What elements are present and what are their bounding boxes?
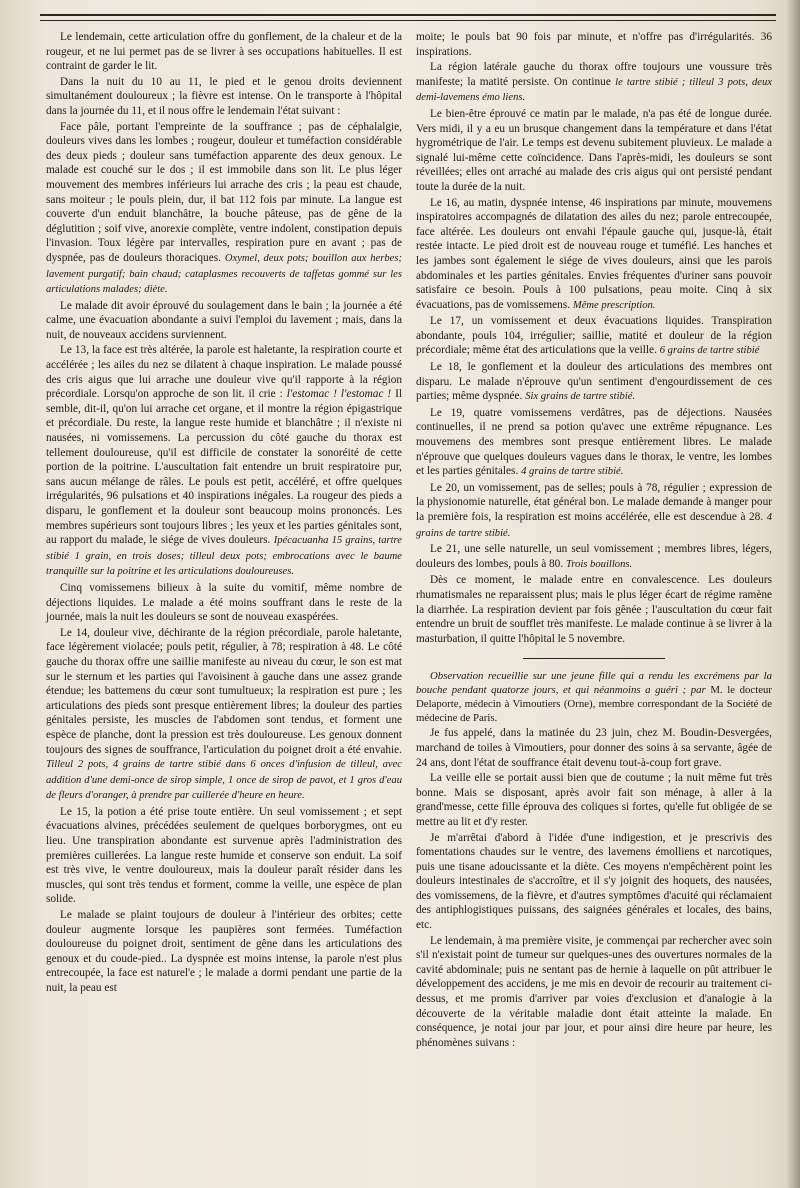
paragraph: [46, 343, 402, 580]
prescription: Ipécacuanha 15 grains, tartre stibié 1 grain, en trois doses; tilleul deux pots; embrocations avec le baume tranquille sur la poitrine et les articulations douloureuses.: [46, 535, 402, 578]
paragraph-text: Le 20, un vomissement, pas de selles; pouls à 78, régulier ; expression de la physionomie naturelle, état général bon. Le malade demande à manger pour la première fois, la respiration est moins accélérée, elle est descendue à 28.: [416, 481, 772, 523]
text-columns: [46, 30, 772, 1178]
paragraph-text: Face pâle, portant l'empreinte de la souffrance ; pas de céphalalgie, douleurs vives dans les lombes ; rougeur, douleur et tuméfaction considérable des deux pieds ; douleur sans tuméfaction apparente des deux genoux. Le malade est couché sur le dos ; il est immobile dans son lit. Le plus léger mouvement des membres inférieurs lui arrache des cris ; la peau est chaude, sans moiteur ; le pouls plein, dur, il bat 112 fois par minute. La langue est couverte d'un enduit blanchâtre, la bouche pâteuse, pas de gêne de la déglutition ; soif vive, anorexie complète, ventre indolent, constipation depuis l'invasion. Toux légère par intervalles, respiration pure en avant ; pas de dyspnée, pas de douleurs thoraciques.: [46, 120, 402, 264]
observation-title: [416, 669, 772, 725]
paragraph: [416, 542, 772, 572]
prescription: Même prescription.: [572, 299, 656, 311]
binding-shadow: [786, 0, 800, 1188]
paragraph: La veille elle se portait aussi bien que de coutume ; la nuit même fut très bonne. Mais se disposant, après avoir fait son ménage, à aller à la grand'messe, cette fille éprouva des coliques si fortes, qu'elle fut obligée de se mettre au lit et d'y rester.: [416, 772, 772, 828]
observation-heading: Observation recueillie sur une jeune fille qui a rendu les excrémens par la bouche pendant quatorze jours, et qui néanmoins a guéri ; par: [416, 670, 772, 697]
paragraph-text: Le 13, la face est très altérée, la parole est haletante, la respiration courte et accélérée ; les ailes du nez se dilatent à chaque inspiration. Le malade poussé des cris aigus que lui arrache une douleur vive qu'il rapporte à la région précordiale. Lorsqu'on approche de son lit. il crie :: [46, 344, 402, 401]
paragraph-text: La région latérale gauche du thorax offre toujours une voussure très manifeste; la matité persiste. On continue: [416, 61, 772, 88]
prescription: 4 grains de tartre stibié.: [416, 512, 772, 539]
paragraph: Le bien-être éprouvé ce matin par le malade, n'a pas été de longue durée. Vers midi, il y a eu un brusque changement dans la température et dans l'état hygrométrique de l'air. Le temps est devenu subitement pluvieux. Le malade a signalé lui-même cette coïncidence. Dans l'après-midi, les douleurs se sont réveillées; elles ont arraché au malade des cris aigus qui ont persisté pendant toute la durée de la nuit.: [416, 107, 772, 193]
paragraph-text: Le 19, quatre vomissemens verdâtres, pas de déjections. Nausées continuelles, il ne prend sa potion qu'avec une extrême répugnance. Les mouvemens des membres sont presque entièrement libres. Le malade n'éprouve que quelques douleurs vagues dans le thorax, le ventre, les lombes et les parties génitales.: [416, 406, 772, 478]
prescription: Oxymel, deux pots; bouillon aux herbes; lavement purgatif; bain chaud; cataplasmes recouverts de taffetas gommé sur les articulations malades; diète.: [46, 252, 402, 296]
prescription: Six grains de tartre stibié.: [525, 391, 636, 403]
paragraph: [416, 314, 772, 359]
paragraph: Le malade dit avoir éprouvé du soulagement dans le bain ; la journée a été calme, une évacuation abondante a suivi l'emploi du lavement ; mais, dans la nuit, de nouveaux accidens surviennent.: [46, 299, 402, 341]
paragraph: Je fus appelé, dans la matinée du 23 juin, chez M. Boudin-Desvergées, marchand de toiles à Vimoutiers, pour donner des soins à sa servante, âgée de 24 ans, dont l'état de souffrance était devenu tout-à-coup fort grave.: [416, 727, 772, 769]
prescription: Tilleul 2 pots, 4 grains de tartre stibié dans 6 onces d'infusion de tilleul, avec addition d'une demi-once de sirop simple, 1 once de sirop de pavot, et 1 gros d'eau de fleurs d'oranger, à prendre par cuillerée d'heure en heure.: [46, 759, 402, 802]
paragraph-text: Le 17, un vomissement et deux évacuations liquides. Transpiration abondante, pouls 104, irrégulier; saillie, matité et douleur de la région précordiale; même état des articulations que la veille.: [416, 315, 772, 357]
paragraph: Le malade se plaint toujours de douleur à l'intérieur des orbites; cette douleur augmente lorsque les paupières sont fermées. Tuméfaction douloureuse du poignet droit, sentiment de gêne dans les articulations des genoux et du coude-pied.. La dyspnée est moins intense, la parole n'est plus entrecoupée, la face est naturel'e ; le malade a dormi pendant une partie de la nuit, la peau est: [46, 909, 402, 994]
right-column: [416, 30, 772, 1178]
paragraph: [416, 196, 772, 314]
paragraph: [46, 626, 402, 804]
top-rule: [40, 14, 776, 21]
paragraph-text: Le 21, une selle naturelle, un seul vomissement ; membres libres, légers, douleurs des lombes, pouls à 80.: [416, 543, 772, 570]
paragraph-text: Le 18, le gonflement et la douleur des articulations des membres ont disparu. Le malade n'éprouve qu'un sentiment d'engourdissement de ces parties; même dyspnée.: [416, 361, 772, 403]
paragraph: Le lendemain, cette articulation offre du gonflement, de la chaleur et de la rougeur, et ne lui permet pas de se livrer à ses occupations habituelles. Il est contraint de garder le lit.: [46, 31, 402, 73]
paragraph: moite; le pouls bat 90 fois par minute, et n'offre pas d'irrégularités. 36 inspirations.: [416, 31, 772, 58]
prescription: 4 grains de tartre stibié.: [521, 466, 624, 478]
left-column: [46, 30, 402, 1178]
paragraph-text: Le 16, au matin, dyspnée intense, 46 inspirations par minute, mouvemens inspiratoires accompagnés de dilatation des ailes du nez; parole entrecoupée, face altérée. Les douleurs ont envahi l'épaule gauche qui, jusque-là, était restée intacte. Le pied droit est de nouveau rouge et tuméfié. Les hanches et les jambes sont également le siége de vives douleurs, ainsi que les parois abdominales et les parties génitales. Envies fréquentes d'uriner sans pouvoir satisfaire ce besoin. Pouls à 100 pulsations, peau moite. Cinq à six évacuations, pas de vomissemens.: [416, 196, 772, 311]
paragraph-text: Il semble, dit-il, qu'on lui arrache cet organe, et il montre la région épigastrique et précordiale. Du reste, la langue reste humide et blanchâtre ; il n'existe ni nausées, ni vomissemens. La percussion du côté gauche du thorax est tellement douloureuse, qu'il est difficile de constater la sonoréité de cette portion de la poitrine. L'auscultation fait entendre un bruit respiratoire pur, sans aucun mélange de râles. Le pouls est petit, accéléré, et offre quelques irrégularités, 96 pulsations et 40 inspirations inégales. La rougeur des pieds a disparu, le gonflement et la douleur sont beaucoup moins prononcés. Les membres supérieurs sont toujours libres ; les yeux et les parties génitales sont, au rapport du malade, le siége de vives douleurs.: [46, 388, 402, 547]
paragraph: [416, 60, 772, 106]
observation-author: M. le docteur Delaporte, médecin à Vimoutiers (Orne), membre correspondant de la Société de médecine de Paris.: [416, 684, 772, 725]
paragraph: [416, 360, 772, 405]
prescription: 6 grains de tartre stibié: [659, 345, 760, 357]
paragraph: Cinq vomissemens bilieux à la suite du vomitif, même nombre de déjections liquides. Le malade a été moins souffrant dans le reste de la journée, mais la nuit les douleurs se sont de nouveau exaspérées.: [46, 581, 402, 624]
paragraph: Dans la nuit du 10 au 11, le pied et le genou droits deviennent simultanément douloureux ; la fièvre est intense. On le transporte à l'hôpital dans la journée du 11, et il nous offre le lendemain l'état suivant :: [46, 75, 402, 117]
prescription: le tartre stibié ; tilleul 3 pots, deux demi-lavemens émo liens.: [416, 76, 772, 104]
paragraph: Je m'arrêtai d'abord à l'idée d'une indigestion, et je prescrivis des fomentations chaudes sur le ventre, des lavemens émolliens et narcotiques, puis une tisane adoucissante et la diète. Ces moyens n'empêchèrent point les douleurs intestinales de s'accroître, et il s'y joignit des hoquets, des nausées, des vomissemens, de la fièvre, et d'autres symptômes d'acuité qui réclamaient des antiphlogistiques puissans, des saignées générales et locales, des bains, etc.: [416, 831, 772, 932]
paragraph: Le lendemain, à ma première visite, je commençai par rechercher avec soin s'il n'existait point de tumeur sur quelques-unes des ouvertures normales de la cavité abdominale; puis ne sentant pas de hernie à laquelle on pût attribuer le développement des accidens, je me mis en devoir de recourir au traitement ci-dessus, et me promis d'arriver par voies d'exclusion et d'analogie à la découverte de la véritable maladie dont était atteinte la malade. En conséquence, je notai jour par jour, et pour ainsi dire heure par heure, les phénomènes suivans :: [416, 934, 772, 1049]
paragraph-text: Le 14, douleur vive, déchirante de la région précordiale, parole haletante, face légèrement violacée; pouls petit, régulier, à 78; respiration à 48. Le côté gauche du thorax offre une saillie manifeste au niveau du cœur, le son est mat sur le sternum et les parties qui l'avoisinent à gauche dans une assez grande étendue; les battemens du cœur sont tumultueux; la respiration est pure ; les articulations des pieds sont presque entièrement libres; la douleur des parties génitales persiste, les muscles de l'abdomen sont tendus, et forment une espèce de planche, dont la pression est très douloureuse. Les genoux donnent toujours des signes de souffrance, l'articulation du poignet droit a été envahie.: [46, 626, 402, 756]
paragraph: [46, 120, 402, 298]
prescription: Trois bouillons.: [566, 558, 633, 570]
paragraph: [416, 406, 772, 480]
section-divider: [523, 658, 665, 659]
paragraph: Dès ce moment, le malade entre en convalescence. Les douleurs rhumatismales ne reparaissent plus; mais le plus léger écart de régime ramène la diarrhée. La respiration devient par fois gênée ; l'auscultation du cœur fait entendre un bruit de soufflet très manifeste. Le malade continue à se livrer à la masturbation, il quitte l'hôpital le 5 novembre.: [416, 574, 772, 645]
paragraph: [416, 481, 772, 541]
quoted-cry: l'estomac ! l'estomac !: [286, 388, 392, 401]
paragraph: Le 15, la potion a été prise toute entière. Un seul vomissement ; et sept évacuations alvines, précédées seulement de quelques borborygmes, ont eu lieu. Une transpiration abondante est survenue après l'administration des premières cuillerées. La langue reste humide et conserve son enduit. La soif est très vive, le ventre douloureux, mais la douleur paraît résider dans les muscles, qui sont très tendus et forment, comme la veille, une espèce de plan solide.: [46, 805, 402, 906]
